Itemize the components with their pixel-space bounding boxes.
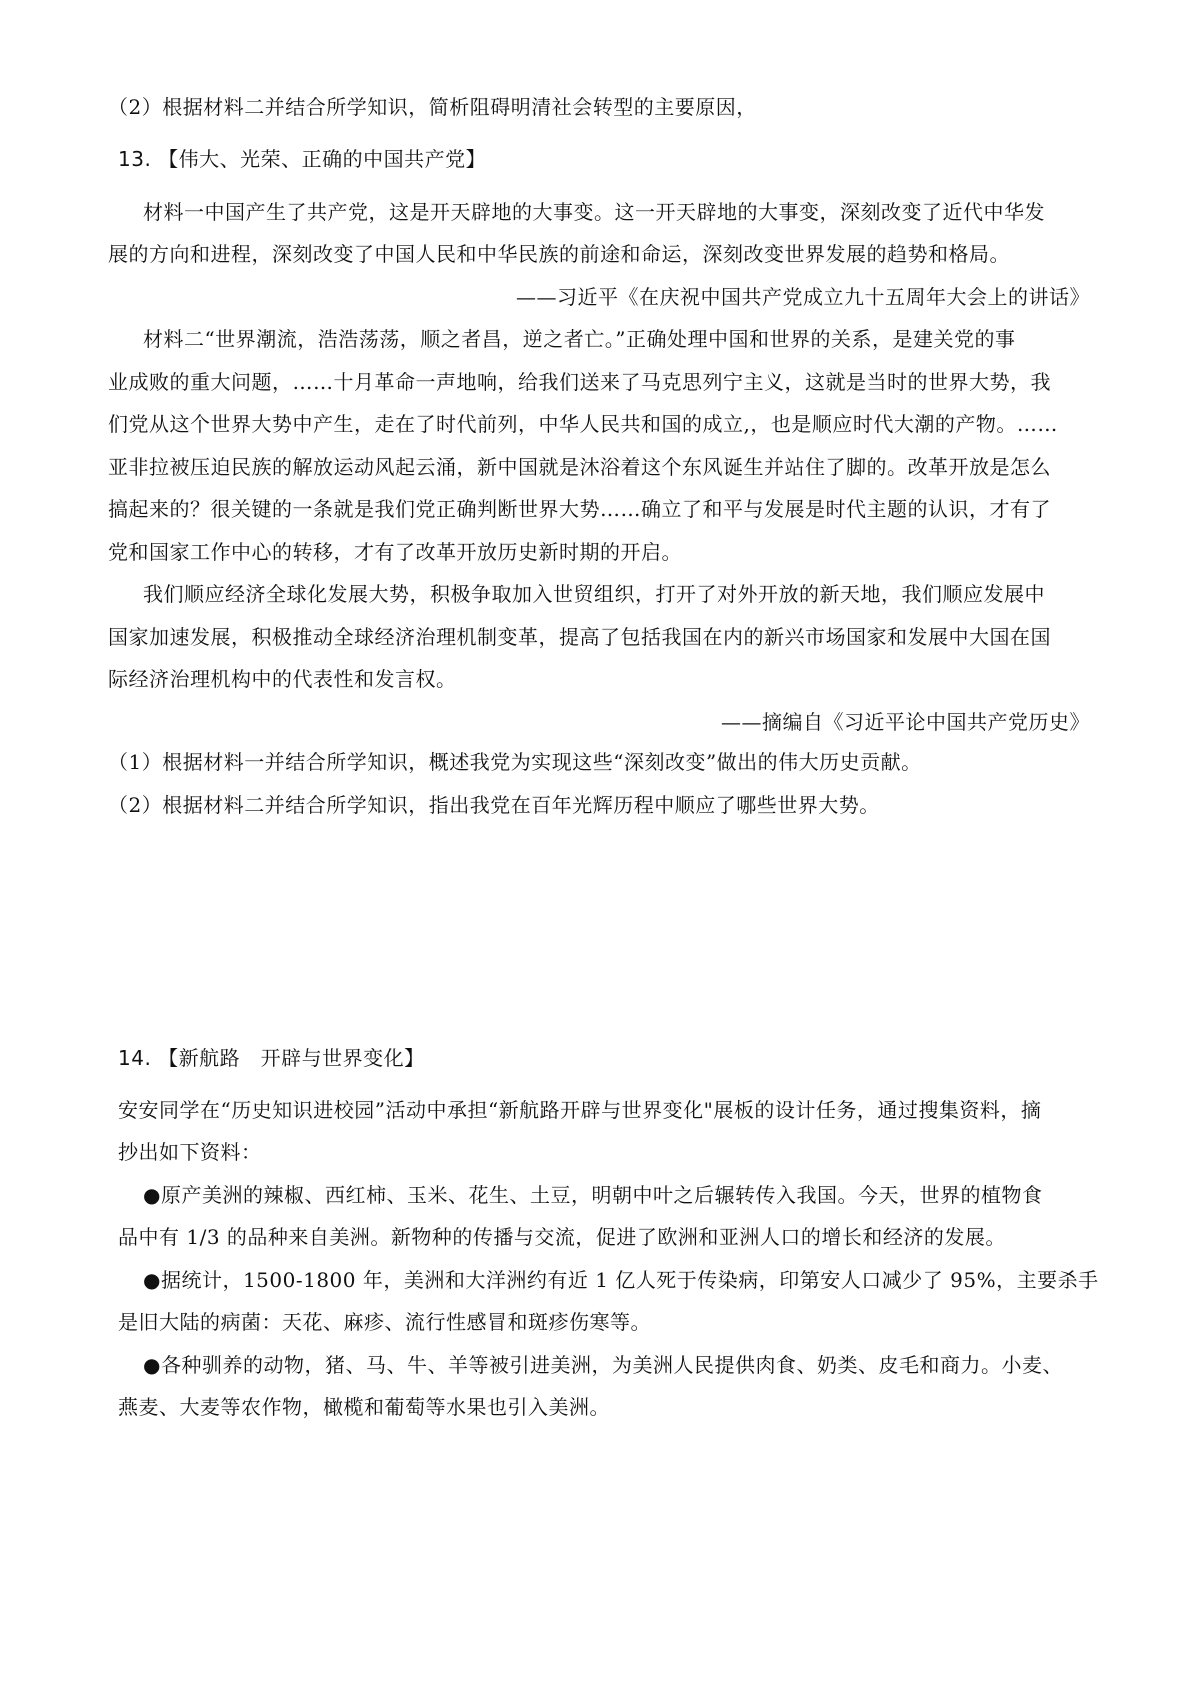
q13-material2b-line1: 我们顺应经济全球化发展大势，积极争取加入世贸组织，打开了对外开放的新天地，我们顺应发展中 <box>143 582 1045 606</box>
q14-bullet2-line1: ●据统计，1500-1800 年，美洲和大洋洲约有近 1 亿人死于传染病，印第安人口减少了 95%，主要杀手 <box>143 1268 1099 1292</box>
q13-material1-line2: 展的方向和进程，深刻改变了中国人民和中华民族的前途和命运，深刻改变世界发展的趋势和格局。 <box>108 242 1010 266</box>
q14-bullet3-line2: 燕麦、大麦等农作物，橄榄和葡萄等水果也引入美洲。 <box>118 1395 610 1419</box>
q13-material2-line6: 党和国家工作中心的转移，才有了改革开放历史新时期的开启。 <box>108 540 682 564</box>
q13-material2-line5: 搞起来的？很关键的一条就是我们党正确判断世界大势……确立了和平与发展是时代主题的认识，才有了 <box>108 497 1051 521</box>
q14-intro-line1: 安安同学在“历史知识进校园”活动中承担“新航路开辟与世界变化"展板的设计任务，通过搜集资料，摘 <box>118 1098 1042 1122</box>
q13-sub-question-1: （1）根据材料一并结合所学知识，概述我党为实现这些“深刻改变”做出的伟大历史贡献。 <box>108 750 922 774</box>
q13-source1: ——习近平《在庆祝中国共产党成立九十五周年大会上的讲话》 <box>516 285 1090 309</box>
q13-sub-question-2: （2）根据材料二并结合所学知识，指出我党在百年光辉历程中顺应了哪些世界大势。 <box>108 793 880 817</box>
q13-material2-line2: 业成败的重大问题，……十月革命一声地响，给我们送来了马克思列宁主义，这就是当时的世界大势，我 <box>108 370 1051 394</box>
q13-source2: ——摘编自《习近平论中国共产党历史》 <box>721 710 1090 734</box>
q13-material1-line1: 材料一中国产生了共产党，这是开天辟地的大事变。这一开天辟地的大事变，深刻改变了近代中华发 <box>143 200 1045 224</box>
q14-intro-line2: 抄出如下资料： <box>118 1140 262 1164</box>
q14-bullet1-line2: 品中有 1/3 的品种来自美洲。新物种的传播与交流，促进了欧洲和亚洲人口的增长和经济的发展。 <box>118 1225 1006 1249</box>
q13-material2b-line3: 际经济治理机构中的代表性和发言权。 <box>108 667 457 691</box>
q13-material2-line4: 亚非拉被压迫民族的解放运动风起云涌，新中国就是沐浴着这个东风诞生并站住了脚的。改革开放是怎么 <box>108 455 1051 479</box>
q14-bullet2-line2: 是旧大陆的病菌：天花、麻疹、流行性感冒和斑疹伤寒等。 <box>118 1310 651 1334</box>
q14-bullet3-line1: ●各种驯养的动物，猪、马、牛、羊等被引进美洲，为美洲人民提供肉食、奶类、皮毛和商力。小麦、 <box>143 1353 1063 1377</box>
q12-sub-question-2: （2）根据材料二并结合所学知识，简析阻碍明清社会转型的主要原因， <box>108 95 757 119</box>
q13-material2b-line2: 国家加速发展，积极推动全球经济治理机制变革，提高了包括我国在内的新兴市场国家和发展中大国在国 <box>108 625 1051 649</box>
q13-material2-line1: 材料二“世界潮流，浩浩荡荡，顺之者昌，逆之者亡。”正确处理中国和世界的关系，是建关党的事 <box>143 327 1016 351</box>
q13-material2-line3: 们党从这个世界大势中产生，走在了时代前列，中华人民共和国的成立,，也是顺应时代大潮的产物。…… <box>108 412 1058 436</box>
q14-title: 14. 【新航路 开辟与世界变化】 <box>118 1046 425 1070</box>
q14-bullet1-line1: ●原产美洲的辣椒、西红柿、玉米、花生、土豆，明朝中叶之后辗转传入我国。今天，世界的植物食 <box>143 1183 1043 1207</box>
q13-title: 13. 【伟大、光荣、正确的中国共产党】 <box>118 147 487 171</box>
